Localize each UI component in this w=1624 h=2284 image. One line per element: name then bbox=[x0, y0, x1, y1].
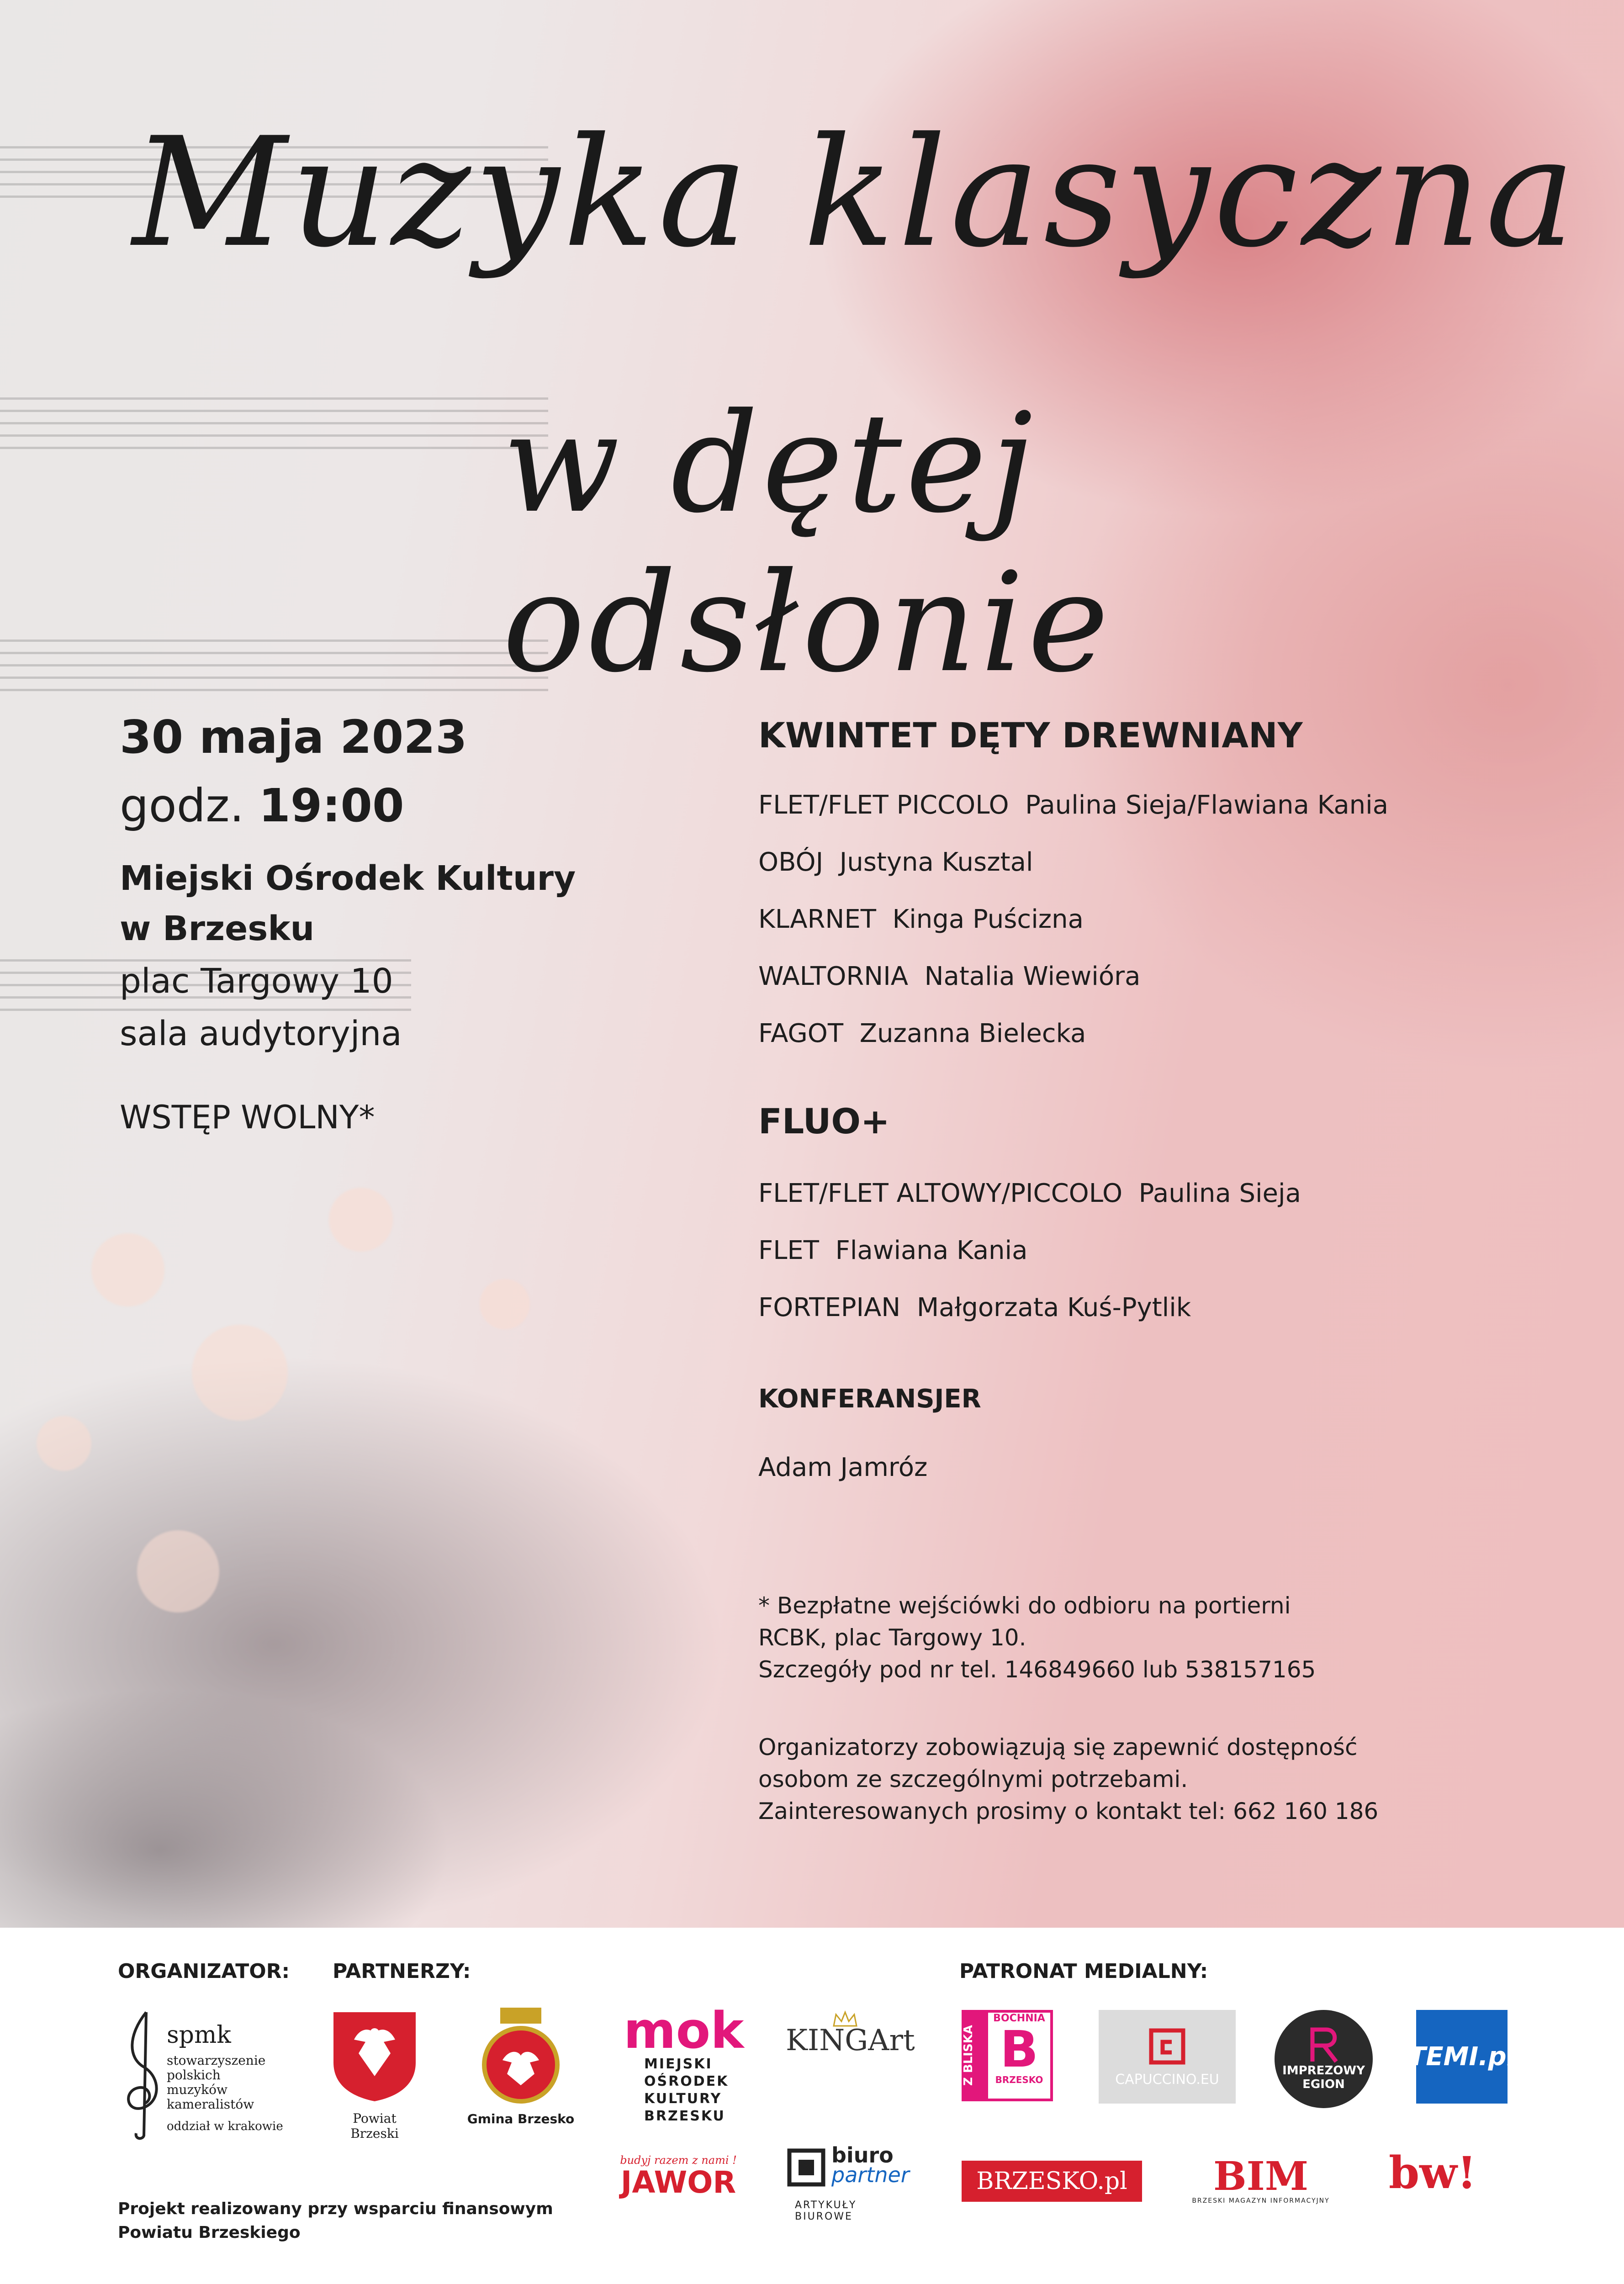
capuccino-name: CAPUCCINO.EU bbox=[1115, 2072, 1219, 2088]
member-row bbox=[758, 1236, 1027, 1265]
media-label: PATRONAT MEDIALNY: bbox=[959, 1960, 1208, 1983]
mok-logo bbox=[624, 2001, 744, 2133]
instrument: WALTORNIA bbox=[758, 962, 909, 991]
gmina-crest-icon bbox=[466, 2005, 576, 2106]
biuro-name: biuro bbox=[831, 2143, 894, 2168]
biuro-partner-name: partner bbox=[831, 2162, 910, 2187]
kingart-name: KINGArt bbox=[786, 2024, 915, 2057]
bim-sub: BRZESKI MAGAZYN INFORMACYJNY bbox=[1192, 2197, 1330, 2205]
spmk-logo bbox=[119, 2008, 302, 2145]
biuro-box-icon bbox=[786, 2147, 827, 2188]
bim-name: BIM bbox=[1213, 2153, 1309, 2199]
time-value: 19:00 bbox=[259, 779, 404, 832]
spmk-line: stowarzyszenie bbox=[167, 2053, 266, 2068]
sheet-music-staff bbox=[0, 640, 548, 699]
brzesko-pl-logo bbox=[962, 2161, 1142, 2202]
capuccino-logo bbox=[1099, 2010, 1236, 2104]
member-row bbox=[758, 790, 1388, 820]
bokeh-light bbox=[91, 1233, 164, 1306]
venue-name-line1: Miejski Ośrodek Kultury bbox=[120, 859, 576, 898]
zbliska-logo bbox=[962, 2010, 1053, 2101]
venue-address: plac Targowy 10 bbox=[120, 962, 393, 1001]
member-row bbox=[758, 847, 1033, 877]
spmk-abbr: spmk bbox=[167, 2021, 231, 2049]
temi-name: TEMI.pl bbox=[1408, 2042, 1515, 2072]
mok-fullname bbox=[644, 2056, 729, 2125]
letter-r-icon bbox=[1308, 2027, 1340, 2064]
organizer-label: ORGANIZATOR: bbox=[118, 1960, 290, 1983]
note-line: osobom ze szczególnymi potrzebami. bbox=[758, 1766, 1188, 1792]
spmk-line: kameralistów bbox=[167, 2097, 254, 2112]
instrument: KLARNET bbox=[758, 904, 876, 934]
zbliska-bottom: BRZESKO bbox=[995, 2074, 1043, 2085]
imprezowy-region-logo bbox=[1275, 2010, 1373, 2108]
bim-logo bbox=[1188, 2153, 1334, 2211]
musician: Paulina Sieja/Flawiana Kania bbox=[1025, 790, 1389, 820]
mok-line: OŚRODEK bbox=[644, 2073, 729, 2089]
powiat-crest-icon bbox=[329, 2008, 420, 2104]
crown-icon bbox=[831, 2010, 859, 2028]
bokeh-light bbox=[329, 1188, 393, 1252]
temi-logo bbox=[1408, 2010, 1515, 2104]
bokeh-light bbox=[137, 1530, 219, 1613]
member-row bbox=[758, 904, 1084, 934]
note-line: RCBK, plac Targowy 10. bbox=[758, 1624, 1026, 1651]
instrument: FORTEPIAN bbox=[758, 1293, 901, 1322]
ensemble-title: KWINTET DĘTY DREWNIANY bbox=[758, 715, 1303, 756]
treble-clef-icon bbox=[119, 2008, 169, 2140]
member-row bbox=[758, 962, 1140, 991]
member-row bbox=[758, 1179, 1301, 1208]
spmk-branch: oddział w krakowie bbox=[167, 2120, 283, 2133]
venue-room: sala audytoryjna bbox=[120, 1014, 402, 1053]
instrument: OBÓJ bbox=[758, 847, 824, 877]
host-label: KONFERANSJER bbox=[758, 1384, 981, 1414]
funding-line: Powiatu Brzeskiego bbox=[118, 2223, 301, 2242]
sheet-music-staff bbox=[0, 397, 548, 457]
zbliska-top: BOCHNIA bbox=[993, 2013, 1045, 2024]
biuro-sub: ARTYKUŁY BIUROWE bbox=[795, 2199, 857, 2222]
musician: Justyna Kusztal bbox=[839, 847, 1033, 877]
brzesko-pl-name: BRZESKO.pl bbox=[976, 2168, 1127, 2195]
time-prefix: godz. bbox=[120, 779, 244, 832]
note-line: Szczegóły pod nr tel. 146849660 lub 538157165 bbox=[758, 1656, 1316, 1683]
jawor-slogan: budyj razem z nami ! bbox=[620, 2154, 737, 2167]
instrument: FLET/FLET PICCOLO bbox=[758, 790, 1009, 820]
poster-title-line1: Muzyka klasyczna bbox=[132, 105, 1579, 280]
mok-line: KULTURY bbox=[644, 2091, 722, 2107]
spmk-fullname bbox=[167, 2053, 265, 2112]
member-row bbox=[758, 1293, 1191, 1322]
member-row bbox=[758, 1019, 1086, 1048]
bwp-logo bbox=[1389, 2147, 1498, 2211]
event-time bbox=[120, 779, 404, 832]
bwp-name: bw! bbox=[1389, 2147, 1476, 2199]
gmina-name: Gmina Brzesko bbox=[467, 2111, 575, 2126]
spmk-line: polskich bbox=[167, 2067, 221, 2083]
event-date: 30 maja 2023 bbox=[120, 710, 467, 764]
host-name: Adam Jamróz bbox=[758, 1453, 928, 1482]
biuro-partner-logo bbox=[786, 2142, 918, 2222]
free-entry: WSTĘP WOLNY* bbox=[120, 1099, 375, 1136]
accessibility-note bbox=[758, 1731, 1378, 1827]
ticket-note bbox=[758, 1590, 1316, 1686]
jawor-name: JAWOR bbox=[620, 2165, 736, 2200]
mok-line: MIEJSKI bbox=[644, 2056, 713, 2072]
gmina-brzesko-logo bbox=[466, 2005, 576, 2129]
musician: Flawiana Kania bbox=[835, 1236, 1028, 1265]
zbliska-letter: B bbox=[1000, 2020, 1038, 2078]
instrument: FAGOT bbox=[758, 1019, 844, 1048]
powiat-brzeski-logo bbox=[329, 2008, 420, 2141]
musician: Natalia Wiewióra bbox=[924, 962, 1141, 991]
mok-line: BRZESKU bbox=[644, 2108, 725, 2124]
bokeh-light bbox=[480, 1279, 530, 1329]
venue-name-line2: w Brzesku bbox=[120, 909, 315, 948]
capuccino-icon bbox=[1147, 2026, 1188, 2067]
ensemble-title: FLUO+ bbox=[758, 1101, 890, 1142]
imprezowy-line1: IMPREZOWY bbox=[1282, 2063, 1365, 2078]
partners-label: PARTNERZY: bbox=[333, 1960, 471, 1983]
powiat-name: Powiat Brzeski bbox=[350, 2111, 399, 2141]
sponsors-footer bbox=[0, 1928, 1624, 2284]
funding-line: Projekt realizowany przy wsparciu finansowym bbox=[118, 2199, 553, 2218]
jawor-logo bbox=[617, 2154, 740, 2204]
instrument: FLET/FLET ALTOWY/PICCOLO bbox=[758, 1179, 1123, 1208]
musician: Kinga Puścizna bbox=[892, 904, 1084, 934]
note-line: * Bezpłatne wejściówki do odbioru na portierni bbox=[758, 1592, 1291, 1619]
zbliska-side: Z BLISKA bbox=[962, 2010, 984, 2101]
mok-abbr: mok bbox=[624, 2001, 744, 2060]
spmk-line: muzyków bbox=[167, 2082, 227, 2097]
musician: Małgorzata Kuś-Pytlik bbox=[916, 1293, 1191, 1322]
poster-title-line2: w dętej odsłonie bbox=[503, 384, 1113, 703]
note-line: Organizatorzy zobowiązują się zapewnić dostępność bbox=[758, 1734, 1358, 1761]
musician: Paulina Sieja bbox=[1138, 1179, 1301, 1208]
imprezowy-line2: EGION bbox=[1302, 2077, 1345, 2091]
funding-note bbox=[118, 2197, 553, 2245]
bokeh-light bbox=[37, 1416, 91, 1471]
musician: Zuzanna Bielecka bbox=[859, 1019, 1086, 1048]
kingart-logo bbox=[786, 2024, 915, 2088]
bokeh-light bbox=[192, 1325, 288, 1421]
instrument: FLET bbox=[758, 1236, 819, 1265]
note-line: Zainteresowanych prosimy o kontakt tel: 662 160 186 bbox=[758, 1798, 1379, 1824]
